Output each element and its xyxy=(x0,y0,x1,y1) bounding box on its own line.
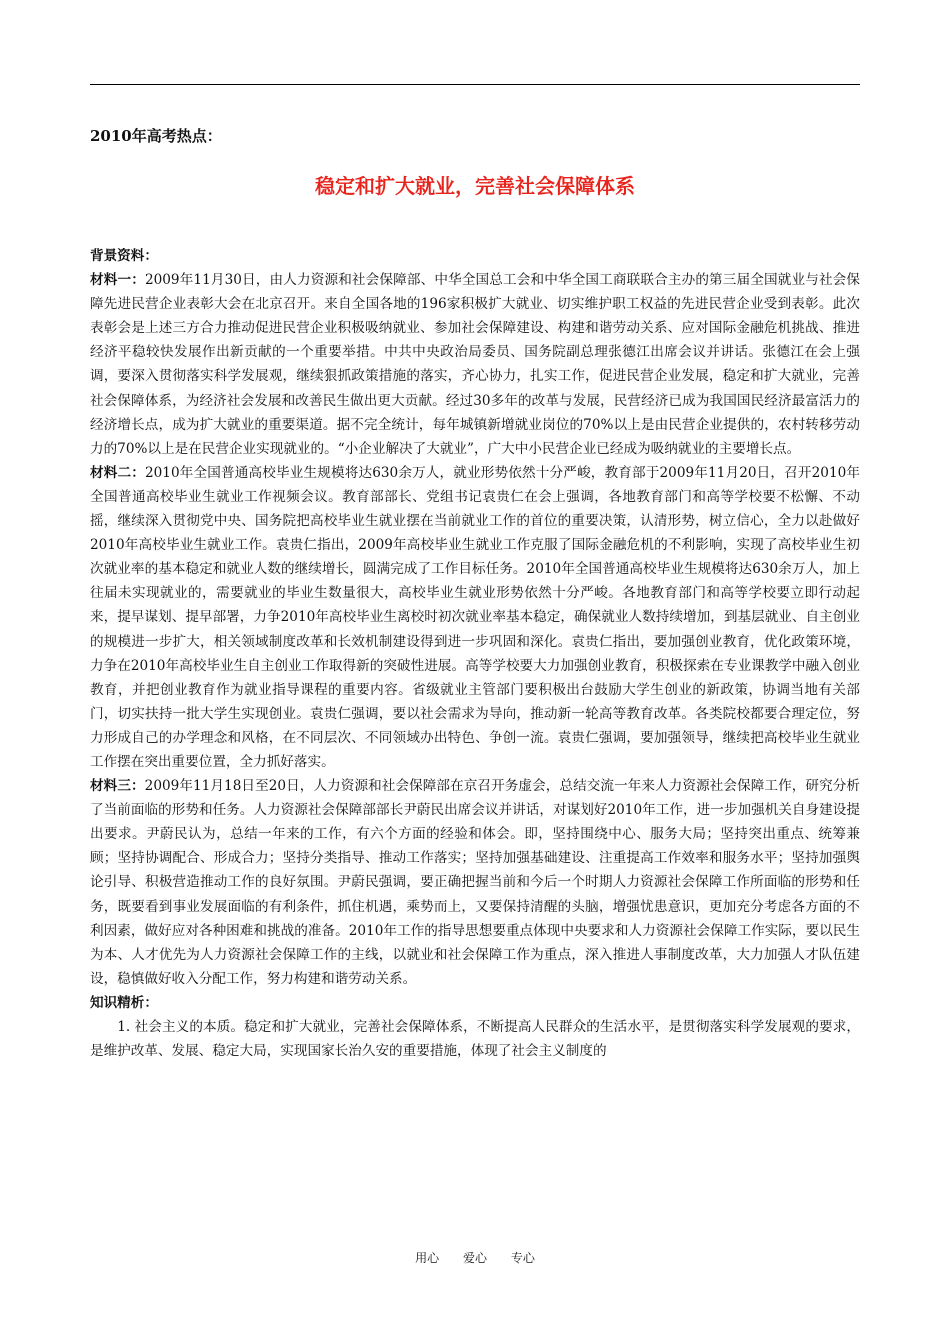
page-title: 稳定和扩大就业，完善社会保障体系 xyxy=(315,174,635,198)
document-body xyxy=(90,244,860,1063)
material-text-1: 2009年11月30日，由人力资源和社会保障部、中华全国总工会和中华全国工商联联合主办的第三届全国就业与社会保障先进民营企业表彰大会在北京召开。来自全国各地的196家积极扩大就业、切实维护职工权益的先进民营企业受到表彰。此次表彰会是上述三方合力推动促进民营企业积极吸纳就业、参加社会保障建设、构建和谐劳动关系、应对国际金融危机挑战、推进经济平稳较快发展作出新贡献的一个重要举措。中共中央政治局委员、国务院副总理张德江出席会议并讲话。张德江在会上强调，要深入贯彻落实科学发展观，继续狠抓政策措施的落实，齐心协力，扎实工作，促进民营企业发展，稳定和扩大就业，完善社会保障体系，为经济社会发展和改善民生做出更大贡献。经过30多年的改革与发展，民营经济已成为我国国民经济最富活力的经济增长点，成为扩大就业的重要渠道。据不完全统计，每年城镇新增就业岗位的70%以上是由民营企业提供的，农村转移劳动力的70%以上是在民营企业实现就业的。“小企业解决了大就业”，广大中小民营企业已经成为吸纳就业的主要增长点。 xyxy=(90,272,861,457)
material-paragraph-3 xyxy=(90,774,860,991)
material-paragraph-2 xyxy=(90,461,860,774)
page-footer xyxy=(0,1249,950,1267)
kicker-heading: 2010年高考热点： xyxy=(90,127,222,145)
material-label-3: 材料三： xyxy=(90,778,145,795)
footer-item-2: 爱心 xyxy=(462,1251,487,1265)
analysis-paragraph: 1. 社会主义的本质。稳定和扩大就业，完善社会保障体系，不断提高人民群众的生活水平，是贯彻落实科学发展观的要求，是维护改革、发展、稳定大局，实现国家长治久安的重要措施，体现了社会主义制度的 xyxy=(90,1019,860,1060)
material-text-2: 2010年全国普通高校毕业生规模将达630余万人，就业形势依然十分严峻，教育部于2009年11月20日，召开2010年全国普通高校毕业生就业工作视频会议。教育部部长、党组书记袁贵仁在会上强调，各地教育部门和高等学校要不松懈、不动摇，继续深入贯彻党中央、国务院把高校毕业生就业摆在当前就业工作的首位的重要决策，认清形势，树立信心，全力以赴做好2010年高校毕业生就业工作。袁贵仁指出，2009年高校毕业生就业工作克服了国际金融危机的不利影响，实现了高校毕业生初次就业率的基本稳定和就业人数的继续增长，圆满完成了工作目标任务。2010年全国普通高校毕业生规模将达630余万人，加上往届未实现就业的，需要就业的毕业生数量很大，高校毕业生就业形势依然十分严峻。各地教育部门和高等学校要立即行动起来，提早谋划、提早部署，力争2010年高校毕业生离校时初次就业率基本稳定，确保就业人数持续增加，到基层就业、自主创业的规模进一步扩大，相关领域制度改革和长效机制建设得到进一步巩固和深化。袁贵仁指出，要加强创业教育，优化政策环境，力争在2010年高校毕业生自主创业工作取得新的突破性进展。高等学校要大力加强创业教育，积极探索在专业课教学中融入创业教育，并把创业教育作为就业指导课程的重要内容。省级就业主管部门要积极出台鼓励大学生创业的新政策，协调当地有关部门，切实扶持一批大学生实现创业。袁贵仁强调，要以社会需求为导向，推动新一轮高等教育改革。各类院校都要合理定位，努力形成自己的办学理念和风格，在不同层次、不同领域办出特色、争创一流。袁贵仁强调，要加强领导，继续把高校毕业生就业工作摆在突出重要位置，全力抓好落实。 xyxy=(90,464,861,770)
background-heading: 背景资料： xyxy=(90,248,158,264)
material-label-2: 材料二： xyxy=(90,464,145,481)
material-label-1: 材料一： xyxy=(90,272,145,289)
footer-item-3: 专心 xyxy=(510,1251,535,1265)
analysis-heading: 知识精析： xyxy=(90,994,158,1011)
header-rule xyxy=(90,84,860,85)
material-paragraph-1 xyxy=(90,268,860,461)
material-text-3: 2009年11月18日至20日，人力资源和社会保障部在京召开务虚会，总结交流一年来人力资源社会保障工作，研究分析了当前面临的形势和任务。人力资源社会保障部部长尹蔚民出席会议并讲话，对谋划好2010年工作，进一步加强机关自身建设提出要求。尹蔚民认为，总结一年来的工作，有六个方面的经验和体会。即，坚持围绕中心、服务大局；坚持突出重点、统筹兼顾；坚持协调配合、形成合力；坚持分类指导、推动工作落实；坚持加强基础建设、注重提高工作效率和服务水平；坚持加强舆论引导、积极营造推动工作的良好氛围。尹蔚民强调，要正确把握当前和今后一个时期人力资源社会保障工作所面临的形势和任务，既要看到事业发展面临的有利条件，抓住机遇，乘势而上，又要保持清醒的头脑，增强忧患意识，更加充分考虑各方面的不利因素，做好应对各种困难和挑战的准备。2010年工作的指导思想要重点体现中央要求和人力资源社会保障工作实际，要以民生为本、人才优先为人力资源社会保障工作的主线，以就业和社会保障工作为重点，深入推进人事制度改革，大力加强人才队伍建设，稳慎做好收入分配工作，努力构建和谐劳动关系。 xyxy=(90,778,861,987)
footer-item-1: 用心 xyxy=(415,1251,440,1265)
